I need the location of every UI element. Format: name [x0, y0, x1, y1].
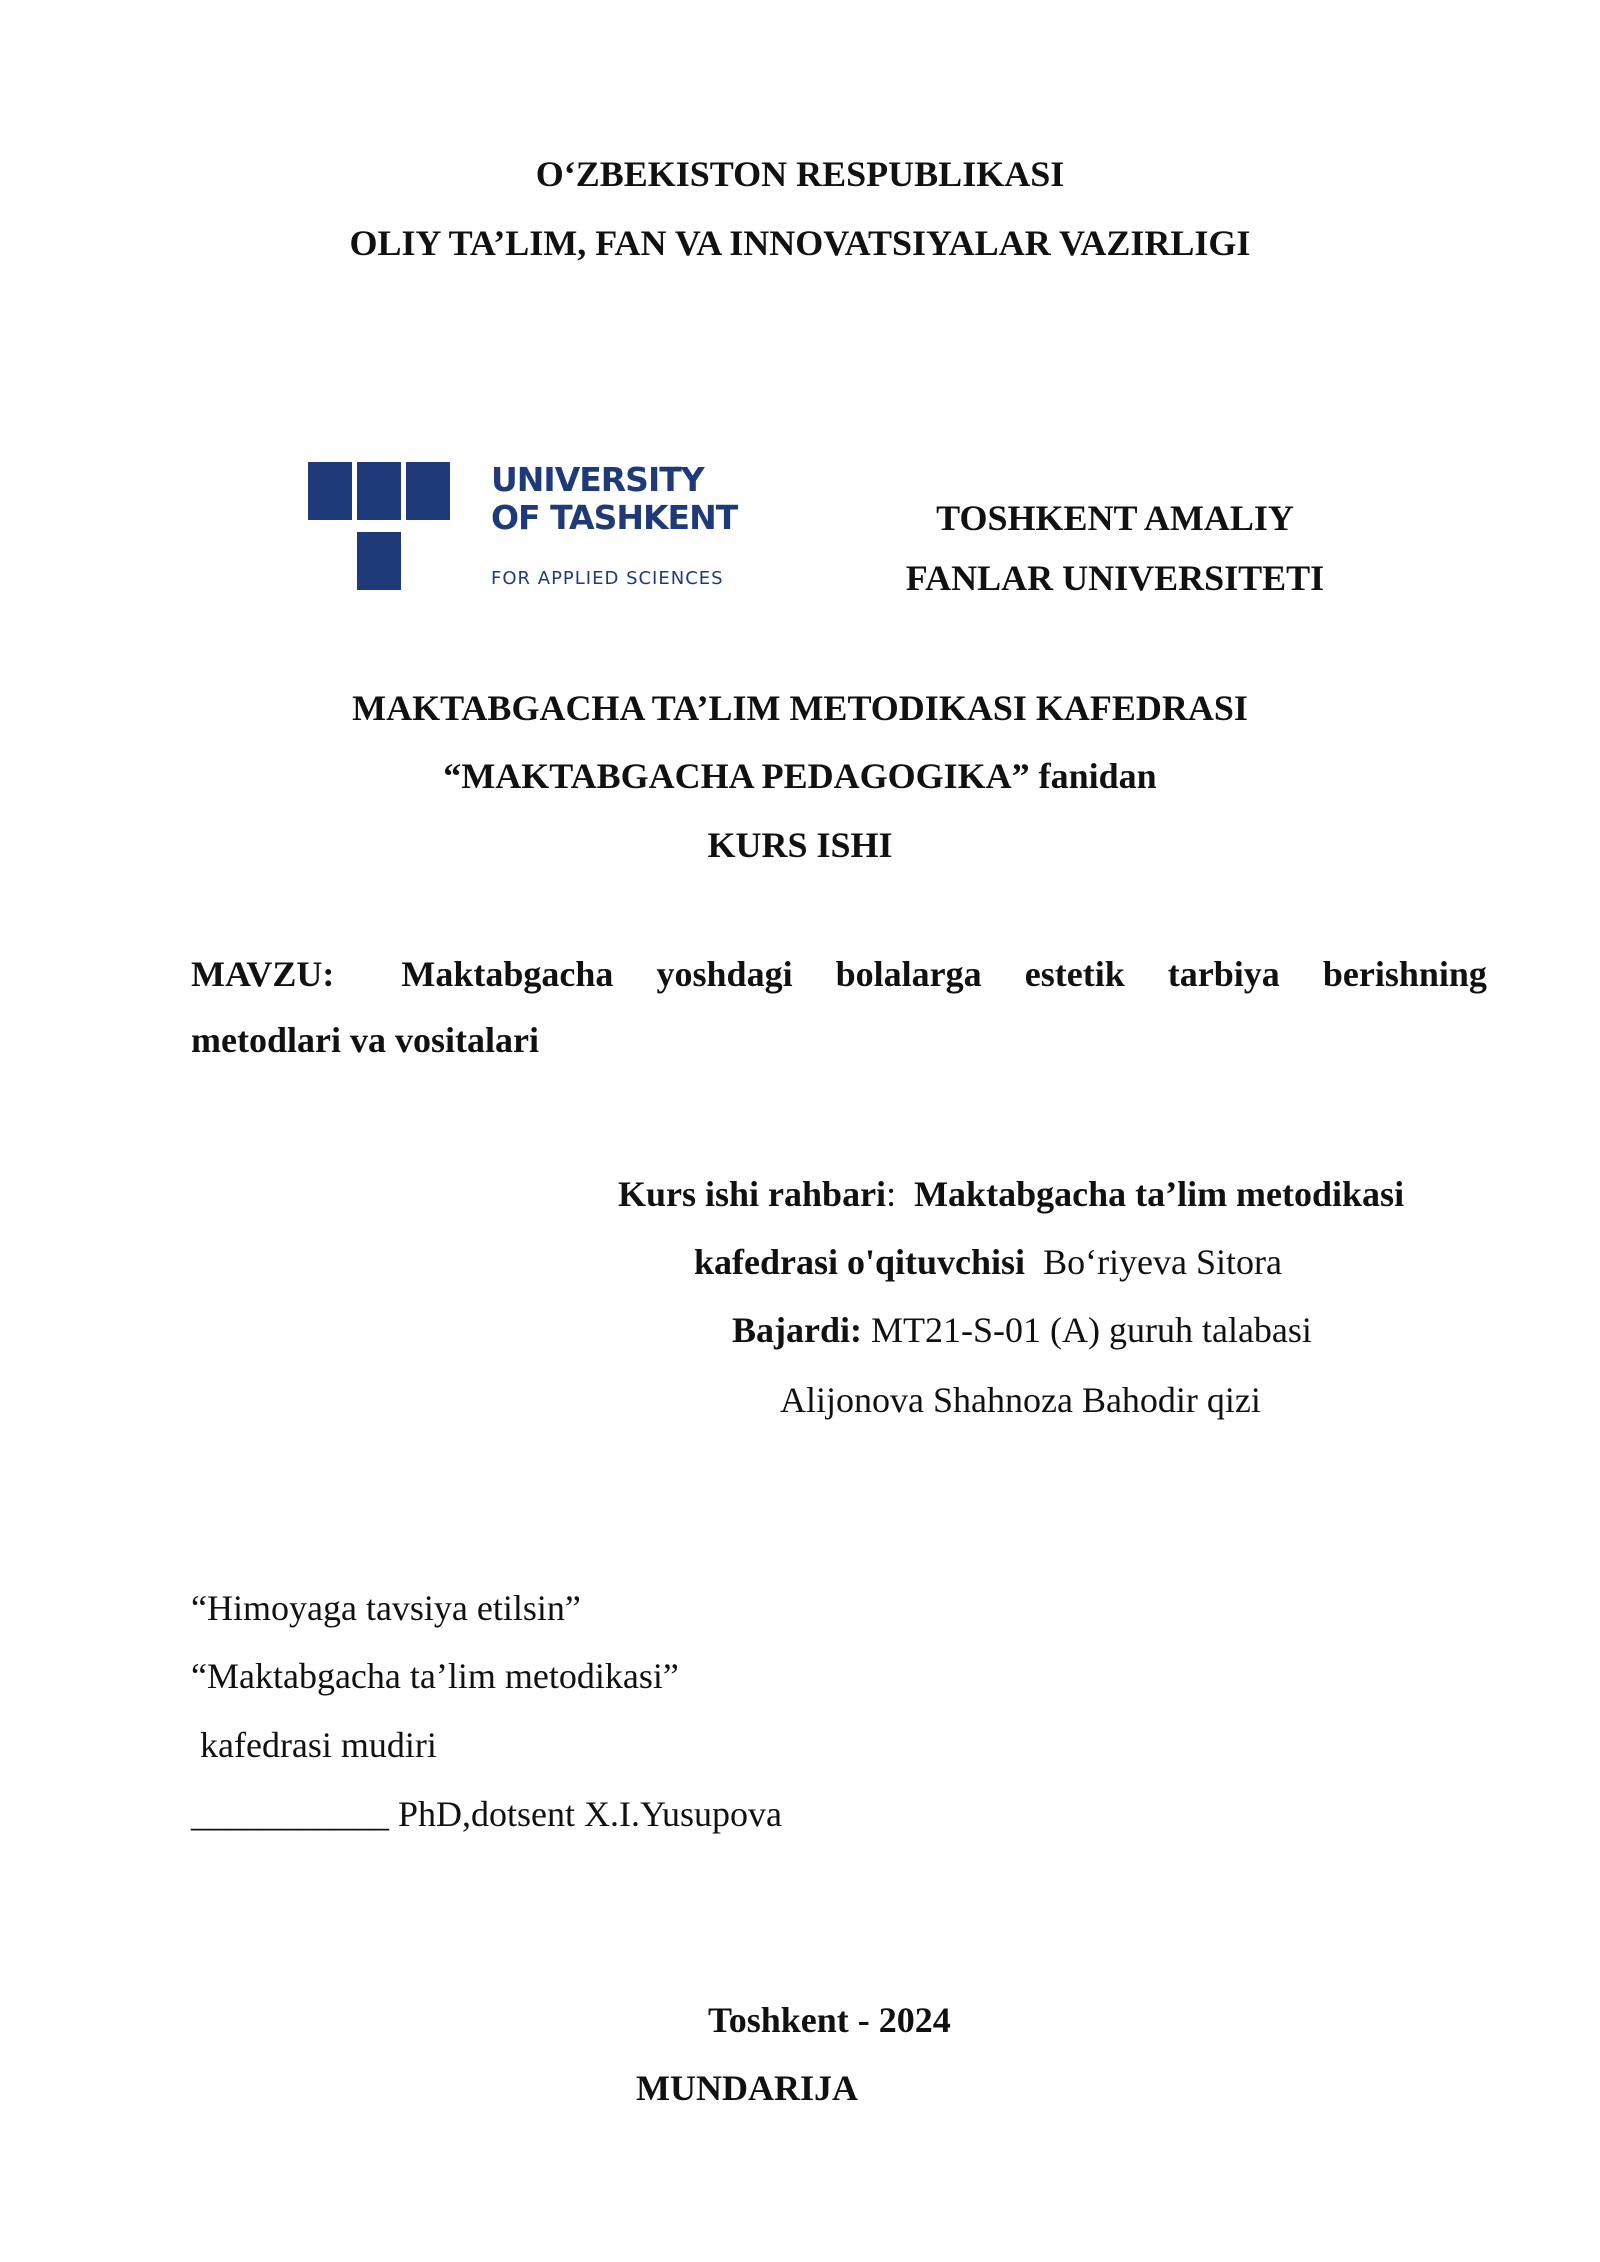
logo-square-2 — [357, 462, 401, 520]
logo-square-3 — [406, 462, 450, 520]
signer-name: PhD,dotsent X.I.Yusupova — [398, 1794, 782, 1834]
department-title: MAKTABGACHA TA’LIM METODIKASI KAFEDRASI — [352, 688, 1248, 728]
work-type-title: KURS ISHI — [707, 825, 893, 865]
ministry-line-1: O‘ZBEKISTON RESPUBLIKASI — [535, 154, 1065, 194]
approval-line-2: “Maktabgacha ta’lim metodikasi” — [191, 1656, 679, 1696]
topic-word: estetik — [1024, 954, 1125, 994]
logo-square-4 — [357, 532, 401, 590]
performer-group: MT21-S-01 (A) guruh talabasi — [871, 1310, 1312, 1350]
supervisor-line-1 — [618, 1172, 1404, 1216]
topic-line-1 — [191, 952, 1487, 996]
topic-label: MAVZU: — [191, 954, 335, 994]
supervisor-line-2 — [694, 1240, 1282, 1284]
contents-heading: MUNDARIJA — [636, 2068, 858, 2108]
university-name-line-1: TOSHKENT AMALIY — [936, 498, 1294, 538]
logo-text-applied-sciences: FOR APPLIED SCIENCES — [491, 568, 724, 589]
signature-blank: ___________ — [191, 1794, 389, 1834]
approval-line-3: kafedrasi mudiri — [200, 1725, 437, 1765]
topic-word: berishning — [1322, 954, 1487, 994]
approval-signature-line — [191, 1792, 782, 1836]
logo-text-of-tashkent: OF TASHKENT — [491, 498, 738, 537]
supervisor-department: kafedrasi o'qituvchisi — [694, 1242, 1026, 1282]
supervisor-label: Kurs ishi rahbari — [618, 1174, 887, 1214]
university-name-line-2: FANLAR UNIVERSITETI — [905, 558, 1325, 598]
university-logo — [308, 460, 738, 592]
logo-text-university: UNIVERSITY — [491, 460, 704, 499]
subject-title: “MAKTABGACHA PEDAGOGIKA” fanidan — [443, 756, 1157, 796]
performer-label: Bajardi: — [732, 1310, 862, 1350]
city-year: Toshkent - 2024 — [708, 2000, 951, 2040]
approval-line-1: “Himoyaga tavsiya etilsin” — [191, 1588, 581, 1628]
supervisor-colon: : — [886, 1174, 897, 1214]
supervisor-name: Bo‘riyeva Sitora — [1043, 1242, 1283, 1282]
topic-word: tarbiya — [1167, 954, 1280, 994]
topic-word: bolalarga — [835, 954, 982, 994]
performer-name: Alijonova Shahnoza Bahodir qizi — [780, 1380, 1261, 1420]
supervisor-position: Maktabgacha ta’lim metodikasi — [914, 1174, 1405, 1214]
topic-word: yoshdagi — [656, 954, 793, 994]
ministry-line-2: OLIY TA’LIM, FAN VA INNOVATSIYALAR VAZIRLIGI — [349, 223, 1251, 263]
logo-square-1 — [308, 462, 352, 520]
performer-line-1 — [732, 1308, 1312, 1352]
topic-line-2: metodlari va vositalari — [191, 1020, 539, 1060]
topic-word: Maktabgacha — [401, 954, 614, 994]
